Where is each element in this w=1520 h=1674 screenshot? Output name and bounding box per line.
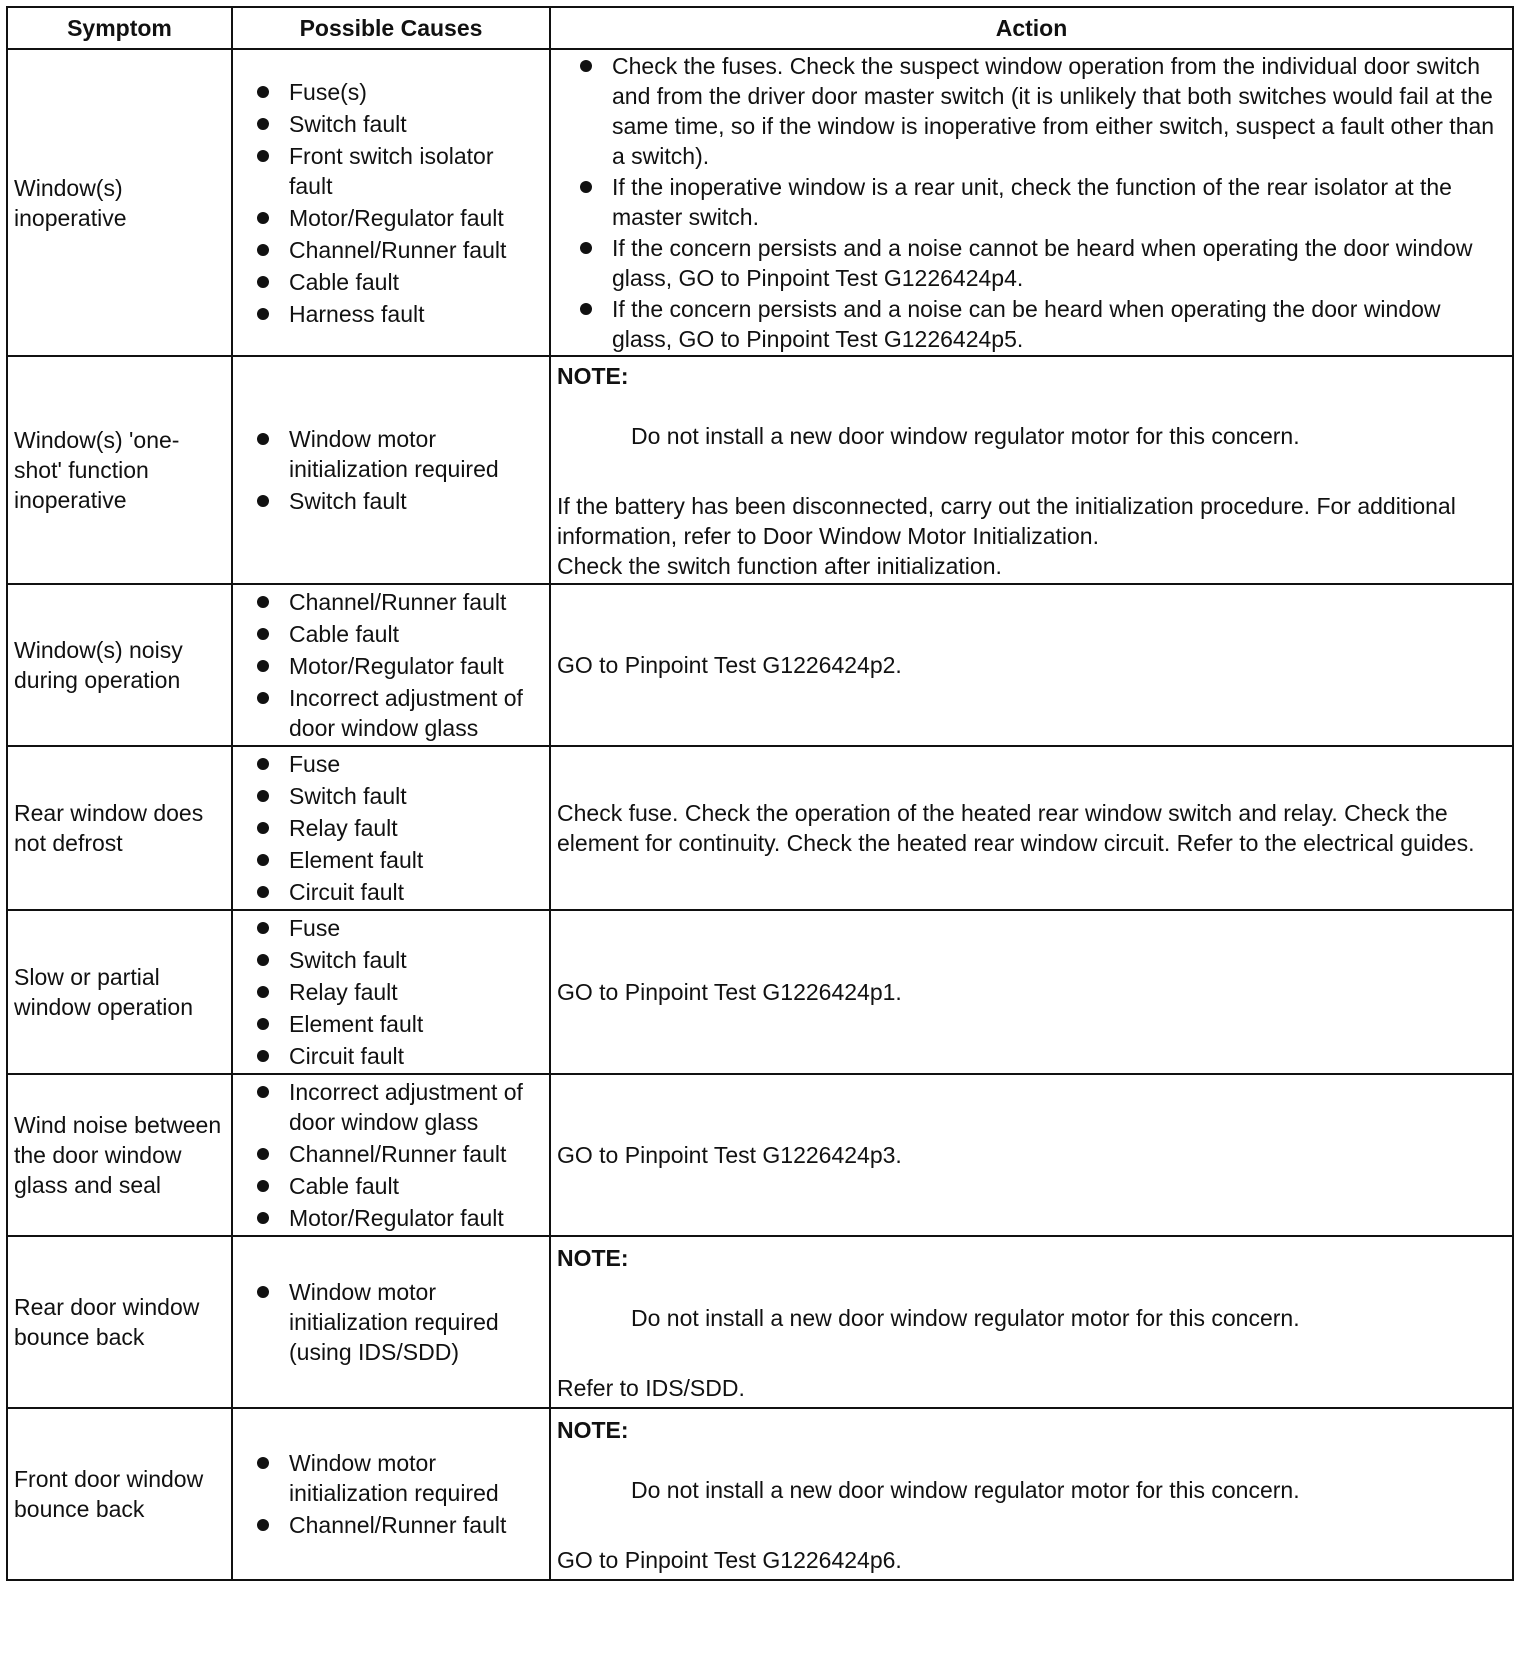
action-text: Check the switch function after initialization. [557, 553, 1002, 579]
action-text: Refer to IDS/SDD. [557, 1375, 745, 1401]
list-item: Cable fault [289, 619, 543, 649]
list-item: Fuse [289, 913, 543, 943]
note-label: NOTE: [557, 1245, 629, 1271]
causes-cell [232, 356, 550, 584]
causes-cell [232, 1074, 550, 1236]
symptom-cell: Slow or partial window operation [7, 910, 232, 1074]
list-item: Element fault [289, 845, 543, 875]
list-item: Circuit fault [289, 877, 543, 907]
list-item: If the concern persists and a noise cannot be heard when operating the door window glass, GO to Pinpoint Test G1226424p4. [612, 233, 1506, 293]
list-item: Fuse(s) [289, 77, 543, 107]
table-row [7, 910, 1513, 1074]
causes-list [239, 749, 543, 907]
list-item: Incorrect adjustment of door window glass [289, 1077, 543, 1137]
note-label: NOTE: [557, 363, 629, 389]
causes-list [239, 1448, 543, 1540]
list-item: Channel/Runner fault [289, 235, 543, 265]
symptom-cell: Rear window does not defrost [7, 746, 232, 910]
table-row [7, 356, 1513, 584]
header-action: Action [550, 7, 1513, 49]
action-cell: GO to Pinpoint Test G1226424p1. [550, 910, 1513, 1074]
list-item: Incorrect adjustment of door window glass [289, 683, 543, 743]
list-item: Motor/Regulator fault [289, 1203, 543, 1233]
list-item: Fuse [289, 749, 543, 779]
table-row [7, 1236, 1513, 1408]
causes-list [239, 1077, 543, 1233]
list-item: Switch fault [289, 781, 543, 811]
list-item: Check the fuses. Check the suspect window operation from the individual door switch and from the driver door master switch (it is unlikely that both switches would fail at the same time, so if the window is inoperative from either switch, suspect a fault other than a switch). [612, 51, 1506, 171]
list-item: Window motor initialization required [289, 1448, 543, 1508]
diagnostic-table [6, 6, 1514, 1581]
table-row [7, 746, 1513, 910]
list-item: If the concern persists and a noise can be heard when operating the door window glass, GO to Pinpoint Test G1226424p5. [612, 294, 1506, 354]
list-item: Channel/Runner fault [289, 1139, 543, 1169]
causes-cell [232, 584, 550, 746]
list-item: Element fault [289, 1009, 543, 1039]
note-text: Do not install a new door window regulator motor for this concern. [631, 1477, 1300, 1503]
causes-cell [232, 1236, 550, 1408]
causes-list [239, 1277, 543, 1367]
list-item: Cable fault [289, 267, 543, 297]
list-item: Harness fault [289, 299, 543, 329]
table-row [7, 1074, 1513, 1236]
symptom-cell: Front door window bounce back [7, 1408, 232, 1580]
symptom-cell: Window(s) inoperative [7, 49, 232, 356]
causes-cell [232, 1408, 550, 1580]
symptom-cell: Window(s) noisy during operation [7, 584, 232, 746]
list-item: Circuit fault [289, 1041, 543, 1071]
causes-list [239, 587, 543, 743]
table-row [7, 1408, 1513, 1580]
list-item: Switch fault [289, 109, 543, 139]
list-item: If the inoperative window is a rear unit, check the function of the rear isolator at the master switch. [612, 172, 1506, 232]
action-cell [550, 356, 1513, 584]
symptom-cell: Wind noise between the door window glass and seal [7, 1074, 232, 1236]
action-text: If the battery has been disconnected, carry out the initialization procedure. For additional information, refer to Door Window Motor Initialization. [557, 493, 1456, 549]
table-row [7, 49, 1513, 356]
header-row [7, 7, 1513, 49]
note-label: NOTE: [557, 1417, 629, 1443]
list-item: Switch fault [289, 486, 543, 516]
list-item: Motor/Regulator fault [289, 203, 543, 233]
header-causes: Possible Causes [232, 7, 550, 49]
causes-cell [232, 910, 550, 1074]
action-cell [550, 1236, 1513, 1408]
causes-list [239, 913, 543, 1071]
action-text: GO to Pinpoint Test G1226424p6. [557, 1547, 902, 1573]
action-cell: Check fuse. Check the operation of the heated rear window switch and relay. Check the element for continuity. Check the heated rear window circuit. Refer to the electrical guides. [550, 746, 1513, 910]
list-item: Window motor initialization required (using IDS/SDD) [289, 1277, 543, 1367]
header-symptom: Symptom [7, 7, 232, 49]
action-list [557, 51, 1506, 354]
table-row [7, 584, 1513, 746]
symptom-cell: Rear door window bounce back [7, 1236, 232, 1408]
symptom-cell: Window(s) 'one-shot' function inoperative [7, 356, 232, 584]
action-cell [550, 49, 1513, 356]
list-item: Motor/Regulator fault [289, 651, 543, 681]
list-item: Channel/Runner fault [289, 1510, 543, 1540]
list-item: Cable fault [289, 1171, 543, 1201]
causes-list [239, 424, 543, 516]
list-item: Window motor initialization required [289, 424, 543, 484]
list-item: Relay fault [289, 977, 543, 1007]
list-item: Front switch isolator fault [289, 141, 543, 201]
note-text: Do not install a new door window regulator motor for this concern. [631, 1305, 1300, 1331]
note-text: Do not install a new door window regulator motor for this concern. [631, 423, 1300, 449]
list-item: Relay fault [289, 813, 543, 843]
action-cell: GO to Pinpoint Test G1226424p2. [550, 584, 1513, 746]
list-item: Switch fault [289, 945, 543, 975]
causes-cell [232, 746, 550, 910]
list-item: Channel/Runner fault [289, 587, 543, 617]
causes-cell [232, 49, 550, 356]
action-cell [550, 1408, 1513, 1580]
action-cell: GO to Pinpoint Test G1226424p3. [550, 1074, 1513, 1236]
causes-list [239, 77, 543, 329]
